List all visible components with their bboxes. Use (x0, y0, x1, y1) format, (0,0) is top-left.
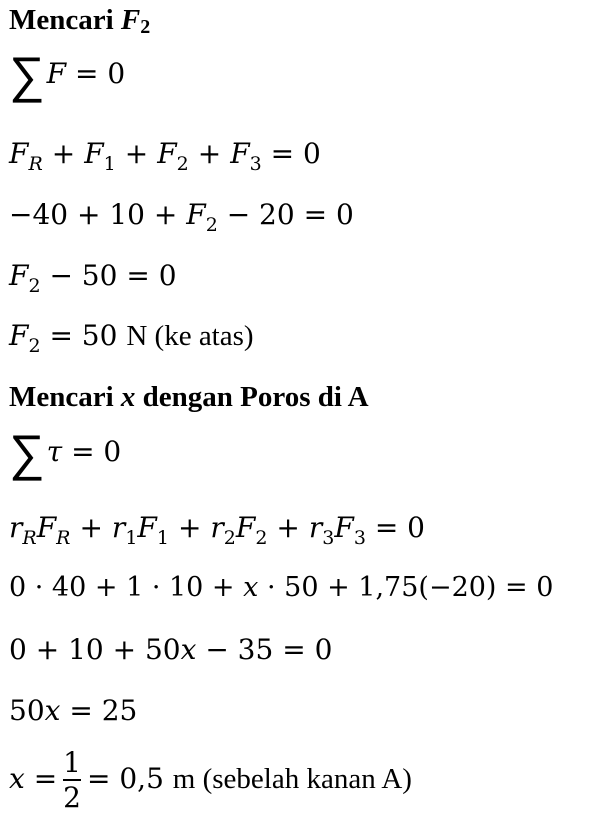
var: F (36, 511, 57, 544)
var: F (9, 137, 29, 170)
heading-var: x (120, 381, 136, 413)
sub: R (28, 153, 43, 175)
var-x: x (44, 694, 61, 727)
denominator: 2 (63, 781, 81, 815)
unit: N (ke atas) (126, 320, 254, 352)
fraction (63, 748, 81, 813)
sub: 3 (322, 527, 335, 549)
eq-rest: = 0 (75, 57, 126, 90)
expr: = 50 (49, 319, 118, 352)
expr: 50 (9, 694, 45, 727)
var-x: x (9, 761, 25, 795)
sub: 2 (205, 214, 218, 236)
expr: = 0,5 (87, 761, 164, 795)
expr: 0 · 40 + 1 · 10 + (9, 572, 235, 603)
eq-f2-minus-50 (9, 259, 177, 297)
sub: 1 (103, 153, 116, 175)
expr: − 20 = 0 (226, 198, 354, 231)
sub: 2 (255, 527, 268, 549)
sub: 2 (223, 527, 236, 549)
var: r (9, 511, 23, 544)
var: F (186, 198, 206, 231)
sub: 2 (28, 335, 41, 357)
var-tau: τ (46, 435, 63, 468)
var: F (84, 137, 104, 170)
sub: 1 (125, 527, 138, 549)
var-f: F (46, 57, 67, 90)
sub: 1 (156, 527, 169, 549)
expr: = 25 (69, 694, 138, 727)
expr: · 50 + 1,75(−20) = 0 (266, 572, 554, 603)
var-x: x (180, 633, 197, 666)
eq-torque-expanded: $r_RF_R + r_1F_1 + r_2F_2 + r_3F_3 = 0$ (9, 511, 425, 549)
var: F (235, 511, 256, 544)
eq-sum-force (9, 46, 126, 104)
var: F (230, 137, 250, 170)
sub: 2 (28, 275, 41, 297)
eq-rest: = 0 (71, 435, 122, 468)
var: F (137, 511, 157, 544)
sub: 3 (249, 153, 262, 175)
heading-suffix: dengan Poros di A (135, 381, 369, 413)
var-x: x (243, 572, 259, 603)
expr: − 35 = 0 (205, 633, 333, 666)
eq-simplify (9, 633, 333, 666)
eq-rest: = 0 (374, 511, 425, 544)
expr: − 50 = 0 (49, 259, 177, 292)
sub: 2 (176, 153, 189, 175)
eq-substitute-forces (9, 198, 354, 236)
sub: 3 (353, 527, 366, 549)
sub: R (56, 527, 71, 549)
heading-find-x (9, 383, 369, 412)
sub: R (22, 527, 37, 549)
sum-symbol: ∑ (9, 424, 45, 482)
expr: 0 + 10 + 50 (9, 633, 181, 666)
unit: m (sebelah kanan A) (172, 762, 412, 795)
var: r (111, 511, 126, 544)
eq-rest: = 0 (270, 137, 321, 170)
heading-sub: 2 (140, 16, 151, 38)
var: F (9, 259, 29, 292)
eq-sum-torque (9, 424, 122, 482)
eq-force-sum-expanded: $F_R + F_1 + F_2 + F_3 = 0$ (9, 137, 321, 175)
numerator: 1 (63, 746, 81, 779)
heading-find-f2 (9, 6, 150, 37)
var: F (9, 319, 29, 352)
heading-var: F (120, 4, 141, 36)
heading-prefix: Mencari (9, 381, 121, 413)
eq-f2-result (9, 319, 254, 357)
equals: = (33, 761, 58, 795)
heading-prefix: Mencari (9, 4, 121, 36)
var: r (308, 511, 323, 544)
eq-torque-substituted (9, 574, 553, 601)
expr: −40 + 10 + (9, 198, 178, 231)
var: r (210, 511, 224, 544)
sum-symbol: ∑ (9, 46, 45, 104)
var: F (334, 511, 354, 544)
eq-x-result (9, 748, 412, 813)
var: F (157, 137, 177, 170)
eq-50x (9, 694, 138, 727)
